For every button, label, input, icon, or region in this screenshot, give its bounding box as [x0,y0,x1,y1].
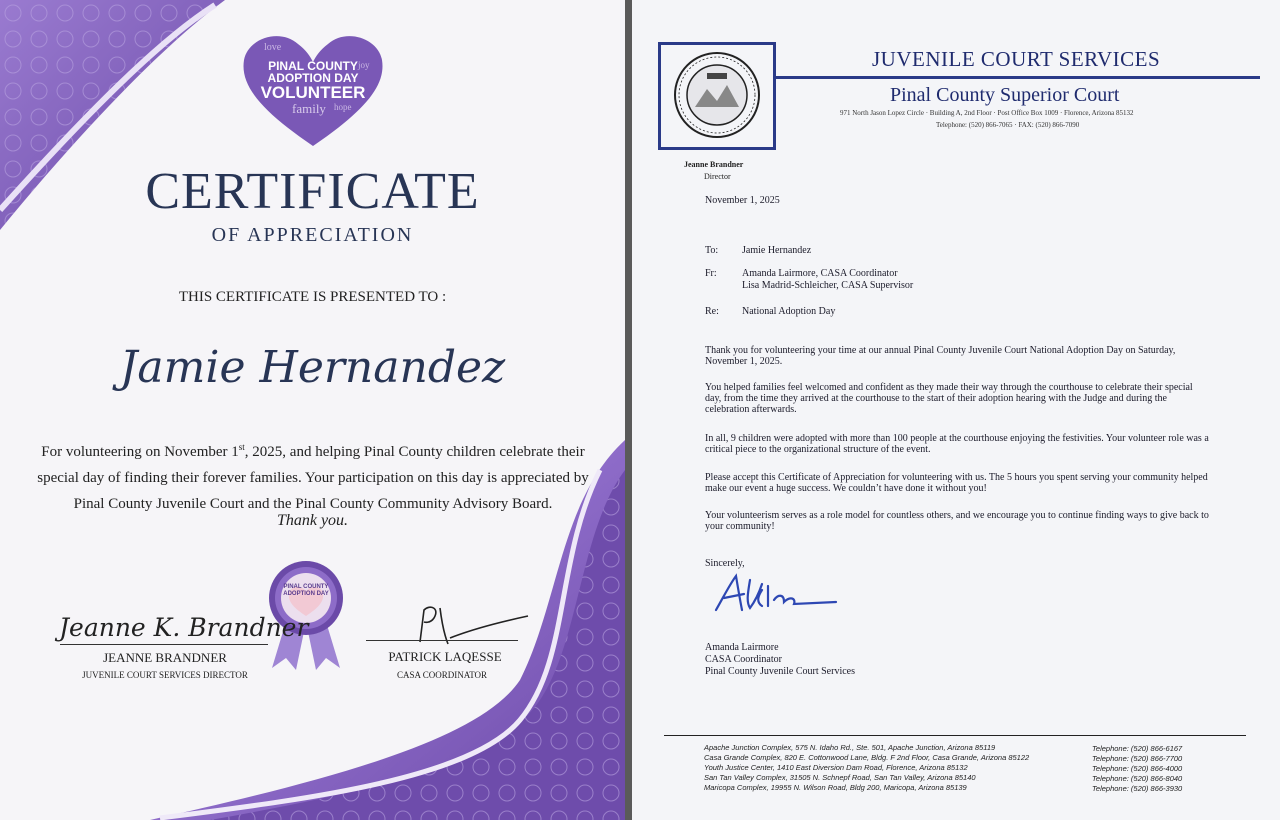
heart-word-hope: hope [334,102,352,112]
heart-word-love: love [264,42,282,53]
certificate-body [28,434,598,517]
footer-phone: Telephone: (520) 866-4000 [1092,764,1183,773]
footer-phone: Telephone: (520) 866-7700 [1092,754,1183,763]
footer-phones [1092,744,1182,794]
signature-line-left [60,644,268,645]
body-part-1: For volunteering on November 1 [41,444,239,460]
letter-paragraph-5: Your volunteerism serves as a role model for countless others, and we encourage you to continue finding ways to give back to your community! [705,510,1209,532]
footer-location: Youth Justice Center, 1410 East Diversion Dam Road, Florence, Arizona 85132 [704,763,968,772]
heart-word-family: family [292,101,326,116]
signer-left-title: JUVENILE COURT SERVICES DIRECTOR [82,670,248,680]
letterhead-address: 971 North Jason Lopez Circle · Building A, 2nd Floor · Post Office Box 1009 · Florence, Arizona 85132 [840,109,1134,117]
letter-closing [705,642,855,678]
letterhead-court: Pinal County Superior Court [890,84,1120,106]
arizona-state-seal-icon [673,49,761,145]
footer-phone: Telephone: (520) 866-3930 [1092,784,1183,793]
footer-locations [704,743,1029,793]
body-part-2: , 2025, and helping Pinal County children celebrate their special day of finding their forever families. Your participation on this day is appreciated by Pinal County Juvenile Court and the Pinal County Community Advisory Board. [37,444,589,512]
to-label: To: [705,245,719,256]
signer-left-name: JEANNE BRANDNER [103,650,227,665]
certificate-subtitle: OF APPRECIATION [211,224,414,246]
letter-paragraph-3: In all, 9 children were adopted with more than 100 people at the courthouse enjoying the festivities. Your volunteer role was a critical piece to the organizational structure of the event. [705,433,1209,455]
presented-to-label: THIS CERTIFICATE IS PRESENTED TO : [178,289,447,305]
from-value-2: Lisa Madrid-Schleicher, CASA Supervisor [742,280,914,291]
closing-signer-title: CASA Coordinator [705,654,782,665]
ribbon-line-1: PINAL COUNTY [283,584,329,590]
thank-you-text: Thank you. [276,512,349,529]
certificate [0,0,625,820]
seal-frame [658,42,776,150]
heart-line-3: VOLUNTEER [260,83,366,102]
footer-location: Casa Grande Complex, 820 E. Cottonwood Lane, Bldg. F 2nd Floor, Casa Grande, Arizona 85122 [704,753,1030,762]
recipient-name: Jamie Hernandez [119,342,506,393]
footer-phone: Telephone: (520) 866-8040 [1092,774,1183,783]
re-label: Re: [705,306,719,317]
certificate-title: CERTIFICATE [145,163,480,220]
closing-signer-name: Amanda Lairmore [705,642,779,653]
patrick-signature [400,600,530,650]
appreciation-letter [632,0,1280,820]
signer-right-name: PATRICK LAQESSE [388,649,502,664]
adoption-day-volunteer-heart-badge [240,30,386,148]
ribbon-line-2: ADOPTION DAY [283,591,329,597]
heart-line-1: PINAL COUNTY [268,59,358,73]
amanda-lairmore-signature [710,566,840,618]
letterhead-phone: Telephone: (520) 866-7065 · FAX: (520) 866-7090 [936,121,1080,129]
footer-location: San Tan Valley Complex, 31505 N. Schnepf Road, San Tan Valley, Arizona 85140 [704,773,976,782]
ribbon-text [266,584,346,598]
letterhead-title: JUVENILE COURT SERVICES [872,47,1161,71]
closing-signer-org: Pinal County Juvenile Court Services [705,666,855,677]
header-rule [776,76,1260,79]
footer-phone: Telephone: (520) 866-6167 [1092,744,1183,753]
heart-word-joy: joy [358,60,370,70]
sincerely: Sincerely, [705,558,745,569]
signature-line-right [366,640,518,641]
signature-text: Jeanne K. Brandner [59,613,309,642]
letter-paragraph-4: Please accept this Certificate of Appreciation for volunteering with us. The 5 hours you spent serving your community helped make our event a huge success. We couldn’t have done it without you! [705,472,1208,494]
heart-line-2: ADOPTION DAY [267,71,359,85]
body-ordinal: st [238,442,245,452]
footer-location: Maricopa Complex, 19955 N. Wilson Road, Bldg 200, Maricopa, Arizona 85139 [704,783,967,792]
footer-location: Apache Junction Complex, 575 N. Idaho Rd., Ste. 501, Apache Junction, Arizona 85119 [704,743,996,752]
to-value: Jamie Hernandez [742,245,812,256]
signer-right-title: CASA COORDINATOR [396,670,488,680]
director-title: Director [704,172,731,181]
letter-paragraph-2: You helped families feel welcomed and confident as they made their way through the courthouse to celebrate their special day, from the time they arrived at the courthouse to the start of their adoption hearing with the Judge and during the celebration afterwards. [705,382,1193,415]
letter-paragraph-1: Thank you for volunteering your time at our annual Pinal County Juvenile Court National Adoption Day on Saturday, November 1, 2025. [705,345,1176,367]
letter-date: November 1, 2025 [705,195,780,206]
jeanne-brandner-signature [55,600,309,650]
from-value-1: Amanda Lairmore, CASA Coordinator [742,268,898,279]
re-value: National Adoption Day [742,306,836,317]
from-label: Fr: [705,268,717,279]
director-name: Jeanne Brandner [684,160,744,169]
footer-rule [664,735,1246,736]
